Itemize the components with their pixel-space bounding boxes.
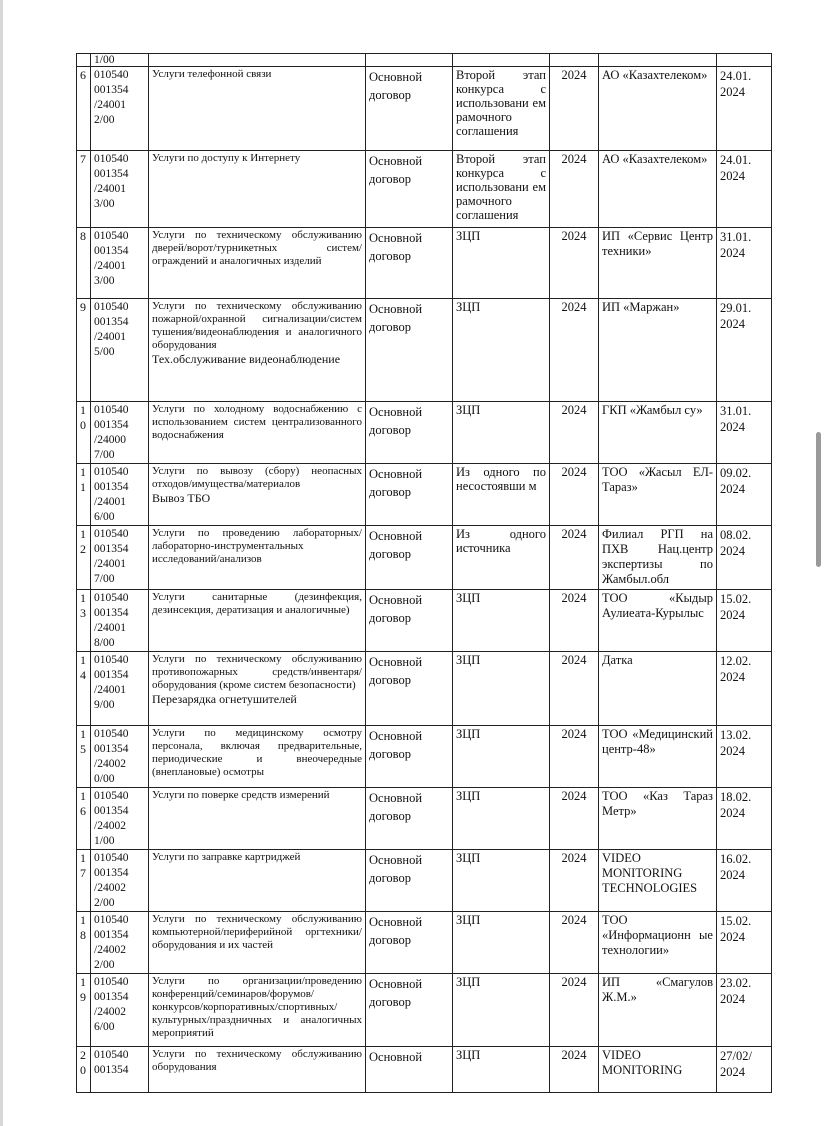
table-cell-org-text: ТОО «Жасыл ЕЛ-Тараз» — [602, 465, 713, 494]
table-cell-date-text: 31.01. 2024 — [720, 404, 752, 434]
table-row — [77, 590, 772, 652]
table-cell-num-text: 1 9 — [80, 975, 86, 1004]
table-cell-method-text: ЗЦП — [456, 653, 481, 667]
table-cell-date — [717, 54, 772, 67]
table-cell-num — [77, 299, 91, 402]
table-cell-date-text: 15.02. 2024 — [720, 914, 752, 944]
table-cell-method — [453, 464, 550, 526]
table-cell-org-text: ТОО «Медицинский центр-48» — [602, 727, 713, 756]
table-cell-name-text: Услуги по техническому обслуживанию пожарной/охранной сигнализации/систем тушения/видеонаблюдения и аналогичного оборудования — [152, 300, 362, 351]
table-cell-code-text: 010540 001354 /24001 3/00 — [94, 230, 129, 287]
table-cell-org — [599, 850, 717, 912]
table-cell-type — [366, 464, 453, 526]
table-row — [77, 788, 772, 850]
table-cell-name — [149, 54, 366, 67]
table-cell-org — [599, 67, 717, 151]
table-cell-name-text: Услуги телефонной связи — [152, 68, 272, 80]
table-cell-org — [599, 974, 717, 1047]
table-cell-method-text: ЗЦП — [456, 789, 481, 803]
table-row — [77, 912, 772, 974]
table-cell-method-text: Из одного источника — [456, 527, 546, 555]
table-cell-name — [149, 151, 366, 228]
table-cell-year — [550, 726, 599, 788]
table-cell-code — [91, 850, 149, 912]
table-cell-year-text: 2024 — [561, 851, 587, 865]
table-cell-org-text: ИП «Сервис Центр техники» — [602, 229, 713, 258]
table-row — [77, 151, 772, 228]
table-cell-num — [77, 151, 91, 228]
table-cell-year — [550, 299, 599, 402]
table-cell-type — [366, 526, 453, 590]
table-cell-org — [599, 54, 717, 67]
table-cell-org — [599, 912, 717, 974]
table-cell-method — [453, 299, 550, 402]
table-cell-num — [77, 67, 91, 151]
table-cell-method-text: ЗЦП — [456, 1048, 481, 1062]
table-cell-date-text: 13.02. 2024 — [720, 728, 752, 758]
table-cell-code-text: 010540 001354 /24000 7/00 — [94, 404, 129, 461]
table-cell-type-text: Основной договор — [369, 467, 423, 499]
table-cell-year-text: 2024 — [561, 653, 587, 667]
table-cell-date-text: 08.02. 2024 — [720, 528, 752, 558]
table-cell-type — [366, 54, 453, 67]
table-cell-method-text: ЗЦП — [456, 229, 481, 243]
table-cell-type-text: Основной договор — [369, 791, 423, 823]
table-cell-num — [77, 788, 91, 850]
table-cell-code-text: 010540 001354 /24002 1/00 — [94, 790, 129, 847]
table-cell-method — [453, 402, 550, 464]
table-cell-year-text: 2024 — [561, 229, 587, 243]
table-cell-type-text: Основной договор — [369, 853, 423, 885]
table-cell-method — [453, 1047, 550, 1093]
table-cell-date-text: 12.02. 2024 — [720, 654, 752, 684]
table-cell-year-text: 2024 — [561, 465, 587, 479]
table-cell-name-text: Услуги по техническому обслуживанию противопожарных средств/инвентаря/оборудования (кроме систем безопасности) — [152, 653, 362, 691]
table-row — [77, 1047, 772, 1093]
table-cell-type — [366, 726, 453, 788]
table-cell-year — [550, 1047, 599, 1093]
table-cell-name-text: Услуги по техническому обслуживанию дверей/ворот/турникетных систем/ограждений и аналогичных изделий — [152, 229, 362, 267]
table-cell-org-text: VIDEO MONITORING — [602, 1048, 683, 1077]
table-cell-code — [91, 228, 149, 299]
table-row-fragment — [77, 54, 772, 67]
scrollbar-thumb[interactable] — [816, 432, 821, 567]
table-cell-code-text: 010540 001354 — [94, 1049, 129, 1076]
table-cell-org — [599, 726, 717, 788]
table-cell-org-text: ТОО «Каз Тараз Метр» — [602, 789, 713, 818]
table-cell-code — [91, 464, 149, 526]
table-cell-date — [717, 788, 772, 850]
table-cell-name-text: Услуги санитарные (дезинфекция, дезинсекция, дератизация и аналогичные) — [152, 591, 362, 616]
table-cell-method — [453, 726, 550, 788]
table-cell-type-text: Основной договор — [369, 655, 423, 687]
table-cell-org-text: ГКП «Жамбыл су» — [602, 403, 703, 417]
table-cell-name — [149, 464, 366, 526]
table-cell-name — [149, 1047, 366, 1093]
table-cell-method-text: Второй этап конкурса с использовани ем рамочного соглашения — [456, 152, 546, 222]
table-cell-code-text: 010540 001354 /24001 6/00 — [94, 466, 129, 523]
table-cell-method-text: ЗЦП — [456, 727, 481, 741]
table-cell-date — [717, 228, 772, 299]
table-cell-year-text: 2024 — [561, 789, 587, 803]
table-cell-type-text: Основной договор — [369, 915, 423, 947]
table-cell-year-text: 2024 — [561, 403, 587, 417]
table-cell-num — [77, 402, 91, 464]
table-cell-date — [717, 590, 772, 652]
table-cell-num — [77, 1047, 91, 1093]
table-cell-year-text: 2024 — [561, 975, 587, 989]
table-cell-org — [599, 1047, 717, 1093]
table-cell-method-text: ЗЦП — [456, 913, 481, 927]
table-cell-type — [366, 67, 453, 151]
table-cell-code — [91, 788, 149, 850]
table-cell-name-note: Тех.обслуживание видеонаблюдение — [152, 352, 341, 366]
table-cell-year — [550, 464, 599, 526]
table-cell-name — [149, 526, 366, 590]
table-cell-date-text: 09.02. 2024 — [720, 466, 752, 496]
table-cell-org-text: ИП «Смагулов Ж.М.» — [602, 975, 713, 1004]
table-cell-code — [91, 912, 149, 974]
table-cell-name — [149, 652, 366, 726]
table-cell-org — [599, 652, 717, 726]
table-cell-name — [149, 974, 366, 1047]
table-row — [77, 526, 772, 590]
table-cell-type — [366, 652, 453, 726]
table-cell-num-text: 1 4 — [80, 653, 86, 682]
table-cell-name-text: Услуги по вывозу (сбору) неопасных отходов/имущества/материалов — [152, 465, 362, 490]
table-cell-method-text: Второй этап конкурса с использовани ем рамочного соглашения — [456, 68, 546, 138]
table-cell-year — [550, 402, 599, 464]
table-cell-code — [91, 151, 149, 228]
table-cell-name-text: Услуги по заправке картриджей — [152, 851, 301, 863]
table-cell-method — [453, 54, 550, 67]
table-cell-name — [149, 726, 366, 788]
table-cell-name-text: Услуги по техническому обслуживанию оборудования — [152, 1048, 362, 1073]
table-cell-num-text: 1 1 — [80, 465, 86, 494]
table-cell-code-text: 010540 001354 /24001 3/00 — [94, 153, 129, 210]
table-cell-name — [149, 590, 366, 652]
table-cell-method-text: ЗЦП — [456, 975, 481, 989]
table-cell-num-text: 1 5 — [80, 727, 86, 756]
table-cell-num-text: 1 2 — [80, 527, 86, 556]
table-row — [77, 726, 772, 788]
table-cell-date — [717, 974, 772, 1047]
table-cell-code — [91, 526, 149, 590]
table-cell-date-text: 27/02/ 2024 — [720, 1049, 752, 1079]
table-cell-type-text: Основной договор — [369, 302, 423, 334]
table-cell-date-text: 16.02. 2024 — [720, 852, 752, 882]
table-cell-num-text: 1 0 — [80, 403, 86, 432]
table-cell-code-text: 010540 001354 /24001 5/00 — [94, 301, 129, 358]
table-cell-num — [77, 54, 91, 67]
table-cell-method — [453, 151, 550, 228]
table-cell-code — [91, 402, 149, 464]
table-cell-name — [149, 228, 366, 299]
table-cell-method-text: Из одного по несостоявши м — [456, 465, 546, 493]
table-cell-date-text: 18.02. 2024 — [720, 790, 752, 820]
table-cell-type-text: Основной договор — [369, 154, 423, 186]
table-cell-num-text: 1 6 — [80, 789, 86, 818]
table-cell-date — [717, 151, 772, 228]
table-cell-num — [77, 974, 91, 1047]
table-cell-date — [717, 912, 772, 974]
table-cell-code-text: 010540 001354 /24001 7/00 — [94, 528, 129, 585]
table-cell-code-text: 010540 001354 /24002 6/00 — [94, 976, 129, 1033]
table-cell-year-text: 2024 — [561, 68, 587, 82]
table-cell-name-note: Вывоз ТБО — [152, 491, 211, 505]
table-cell-year-text: 2024 — [561, 727, 587, 741]
table-cell-year-text: 2024 — [561, 1048, 587, 1062]
table-cell-method — [453, 974, 550, 1047]
table-cell-year-text: 2024 — [561, 527, 587, 541]
page-edge — [0, 0, 3, 1126]
table-cell-name — [149, 788, 366, 850]
table-cell-name-text: Услуги по организации/проведению конференций/семинаров/форумов/конкурсов/корпоративных/спортивных/культурных/праздничных и аналогичных мероприятий — [152, 975, 362, 1039]
table-cell-num-text: 7 — [80, 152, 86, 166]
table-cell-code-text: 010540 001354 /24002 2/00 — [94, 852, 129, 909]
table-cell-method — [453, 590, 550, 652]
table-cell-org-text: Филиал РГП на ПХВ Нац.центр экспертизы по Жамбыл.обл — [602, 527, 713, 586]
table-cell-org — [599, 526, 717, 590]
table-cell-year — [550, 526, 599, 590]
table-cell-name-text: Услуги по проведению лабораторных/лабораторно-инструментальных исследований/анализов — [152, 527, 362, 565]
table-cell-year — [550, 974, 599, 1047]
table-cell-num-text: 1 3 — [80, 591, 86, 620]
procurement-table — [76, 53, 772, 1093]
table-row — [77, 464, 772, 526]
table-cell-type-text: Основной договор — [369, 70, 423, 102]
table-cell-year — [550, 652, 599, 726]
table-cell-name — [149, 299, 366, 402]
table-cell-num — [77, 228, 91, 299]
table-cell-org — [599, 464, 717, 526]
table-row — [77, 299, 772, 402]
table-cell-date-text: 24.01. 2024 — [720, 153, 752, 183]
table-cell-year-text: 2024 — [561, 152, 587, 166]
table-cell-date — [717, 299, 772, 402]
table-cell-org-text: АО «Казахтелеком» — [602, 68, 708, 82]
table-cell-year — [550, 788, 599, 850]
table-cell-code — [91, 726, 149, 788]
table-cell-date — [717, 464, 772, 526]
table-cell-num — [77, 912, 91, 974]
table-cell-num — [77, 590, 91, 652]
table-cell-type-text: Основной договор — [369, 977, 423, 1009]
table-cell-type — [366, 912, 453, 974]
table-cell-code — [91, 974, 149, 1047]
table-cell-name-text: Услуги по техническому обслуживанию компьютерной/периферийной оргтехники/оборудования и их частей — [152, 913, 362, 951]
table-cell-code-text: 010540 001354 /24002 2/00 — [94, 914, 129, 971]
table-cell-method — [453, 788, 550, 850]
table-cell-method-text: ЗЦП — [456, 403, 481, 417]
table-cell-year-text: 2024 — [561, 591, 587, 605]
table-cell-code-text: 010540 001354 /24001 8/00 — [94, 592, 129, 649]
table-cell-method — [453, 652, 550, 726]
table-cell-year-text: 2024 — [561, 300, 587, 314]
table-cell-type — [366, 850, 453, 912]
table-cell-date — [717, 850, 772, 912]
table-cell-name — [149, 402, 366, 464]
table-row — [77, 402, 772, 464]
table-cell-type-text: Основной договор — [369, 405, 423, 437]
table-cell-type — [366, 299, 453, 402]
table-cell-year-text: 2024 — [561, 913, 587, 927]
table-cell-date — [717, 1047, 772, 1093]
table-cell-date — [717, 402, 772, 464]
table-cell-method — [453, 228, 550, 299]
table-cell-year — [550, 151, 599, 228]
table-cell-name-text: Услуги по поверке средств измерений — [152, 789, 330, 801]
table-cell-type — [366, 1047, 453, 1093]
table-cell-date-text: 31.01. 2024 — [720, 230, 752, 260]
table-cell-num — [77, 526, 91, 590]
table-cell-org — [599, 590, 717, 652]
table-cell-type — [366, 974, 453, 1047]
table-cell-name — [149, 850, 366, 912]
table-cell-num-text: 1 8 — [80, 913, 86, 942]
table-cell-name — [149, 67, 366, 151]
table-cell-org-text: ИП «Маржан» — [602, 300, 680, 314]
table-cell-method — [453, 850, 550, 912]
table-cell-name-text: Услуги по холодному водоснабжению с использованием систем централизованного водоснабжения — [152, 403, 362, 441]
table-cell-date-text: 23.02. 2024 — [720, 976, 752, 1006]
table-cell-num — [77, 652, 91, 726]
table-cell-type-text: Основной договор — [369, 593, 423, 625]
table-cell-date — [717, 726, 772, 788]
table-cell-date — [717, 652, 772, 726]
table-cell-method-text: ЗЦП — [456, 851, 481, 865]
table-row — [77, 974, 772, 1047]
table-cell-code-text: 010540 001354 /24001 9/00 — [94, 654, 129, 711]
table-cell-num — [77, 726, 91, 788]
table-cell-type — [366, 590, 453, 652]
table-row — [77, 652, 772, 726]
table-cell-num-text: 6 — [80, 68, 86, 82]
table-cell-year — [550, 912, 599, 974]
table-cell-type — [366, 151, 453, 228]
table-cell-date-text: 24.01. 2024 — [720, 69, 752, 99]
table-cell-type-text: Основной — [369, 1050, 423, 1064]
table-cell-code — [91, 652, 149, 726]
table-cell-year — [550, 228, 599, 299]
table-cell-year — [550, 54, 599, 67]
table-cell-org — [599, 402, 717, 464]
table-cell-date-text: 15.02. 2024 — [720, 592, 752, 622]
table-cell-method-text: ЗЦП — [456, 591, 481, 605]
table-cell-code — [91, 299, 149, 402]
table-cell-org-text: ТОО «Информационн ые технологии» — [602, 913, 713, 957]
table-cell-num-text: 8 — [80, 229, 86, 243]
table-cell-org-text: ТОО «Кыдыр Аулиеата-Курылыс — [602, 591, 713, 620]
table-row — [77, 850, 772, 912]
table-cell-type-text: Основной договор — [369, 231, 423, 263]
table-cell-code-text: 010540 001354 /24002 0/00 — [94, 728, 129, 785]
table-cell-org — [599, 788, 717, 850]
table-cell-code — [91, 67, 149, 151]
table-cell-method — [453, 67, 550, 151]
table-cell-code: 1/00 — [91, 54, 149, 67]
table-cell-num-text: 9 — [80, 300, 86, 314]
table-cell-org — [599, 151, 717, 228]
table-cell-type — [366, 228, 453, 299]
table-cell-name-text: Услуги по доступу к Интернету — [152, 152, 301, 164]
table-cell-method — [453, 912, 550, 974]
table-row — [77, 67, 772, 151]
table-cell-year — [550, 67, 599, 151]
table-cell-num-text: 1 7 — [80, 851, 86, 880]
table-cell-org-text: АО «Казахтелеком» — [602, 152, 708, 166]
table-cell-method — [453, 526, 550, 590]
table-cell-org-text: Датка — [602, 653, 633, 667]
table-cell-code-text: 010540 001354 /24001 2/00 — [94, 69, 129, 126]
table-cell-type — [366, 402, 453, 464]
table-cell-date — [717, 526, 772, 590]
table-cell-date-text: 29.01. 2024 — [720, 301, 752, 331]
table-cell-year — [550, 590, 599, 652]
table-cell-num — [77, 850, 91, 912]
table-cell-org-text: VIDEO MONITORING TECHNOLOGIES — [602, 851, 698, 895]
table-cell-code — [91, 590, 149, 652]
table-cell-code — [91, 1047, 149, 1093]
table-cell-num-text: 2 0 — [80, 1048, 86, 1077]
table-cell-date — [717, 67, 772, 151]
table-row — [77, 228, 772, 299]
table-cell-type — [366, 788, 453, 850]
table-cell-org — [599, 299, 717, 402]
table-cell-name-text: Услуги по медицинскому осмотру персонала, включая предварительные, периодические и внеочередные (внеплановые) осмотры — [152, 727, 362, 778]
table-cell-year — [550, 850, 599, 912]
table-cell-method-text: ЗЦП — [456, 300, 481, 314]
table-cell-type-text: Основной договор — [369, 729, 423, 761]
table-cell-num — [77, 464, 91, 526]
table-cell-type-text: Основной договор — [369, 529, 423, 561]
table-cell-name — [149, 912, 366, 974]
table-cell-org — [599, 228, 717, 299]
table-cell-name-note: Перезарядка огнетушителей — [152, 692, 297, 706]
